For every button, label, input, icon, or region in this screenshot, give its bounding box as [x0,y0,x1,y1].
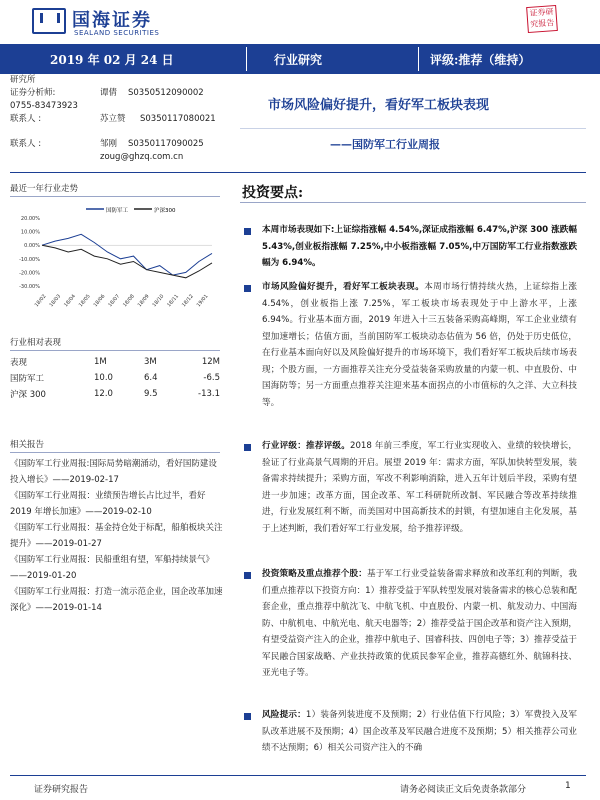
table-row [10,370,220,386]
contact1-cert: S0350117080021 [140,114,216,124]
bullet-icon [244,713,251,720]
x-axis [34,293,210,308]
company-name: 国海证券 [72,10,152,31]
contact2-cert: S0350117090025 [128,139,204,149]
legend-hs300: 沪深300 [154,208,176,214]
related-report-link[interactable]: 《国防军工行业周报：打造一流示范企业，国企改革加速深化》——2019-01-14 [10,587,223,613]
table-cell: 国防军工 [10,374,45,384]
contact2-name: 邹刚 [100,139,118,149]
table-cell: 沪深 300 [10,390,46,400]
x-tick-label: 18/04 [63,293,77,309]
analyst-phone: 0755-83473923 [10,101,78,111]
table-header: 1M [94,357,107,367]
investment-divider [240,202,586,203]
para-lead: 本周市场表现如下: [262,225,335,235]
y-tick-label: -20.00% [19,270,40,277]
y-tick-label: -30.00% [19,284,40,290]
x-tick-label: 18/06 [92,293,107,309]
report-title: 市场风险偏好提升，看好军工板块表现 [268,98,490,113]
institute-label: 研究所 [10,75,36,85]
series-line-hs300 [42,245,212,278]
x-tick-label: 19/01 [195,293,210,309]
y-tick-label: -10.00% [19,256,40,263]
bullet-icon [244,285,251,292]
trend-label: 最近一年行业走势 [10,184,79,194]
report-category: 行业研究 [274,53,323,67]
legend-defense: 国防军工 [106,208,129,214]
table-cell: 9.5 [144,389,158,399]
para-text: 1）装备列装进度不及预期；2）行业估值下行风险；3）军费投入及军队改革进展不及预期；4）国企改革及军民融合进度不及预期；5）相关推荐公司业绩不达预期；6）相关公司资产注入的不确 [262,710,577,753]
table-header-row [10,354,220,370]
table-row [10,386,220,402]
related-report-link[interactable]: 《国防军工行业周报：民船重组有望，军船持续景气》——2019-01-20 [10,555,215,581]
para-text: 本周市场行情持续火热，上证综指上涨 4.54%，创业板指上涨 7.25%，军工板块市场表现处于中上游水平，上涨 6.94%。行业基本面方面，2019 年进入十三五装备采购高峰期，军工企业业绩有望加速增长；估值方面，当前国防军工板块动态估值为 56 倍，仍处于历史低位，在行业基本面向好以及风险偏好提升的市场环境下，我们看好军工板块后续市场表现；个股方面，一方面推荐关注充分受益装备采购放量的内蒙一机、中直股份、中国海防等；另一方面重点推荐关注迎来基本面拐点的小市值标的久之洋、大立科技等。 [262,282,577,408]
market-performance-para [262,222,577,272]
y-tick-label: 0.00% [24,243,40,250]
industry-trend-chart [10,200,220,310]
header-bar [0,44,600,74]
bullet-icon [244,228,251,235]
section-divider [10,172,586,173]
para-lead: 行业评级：推荐评级。 [262,441,350,451]
table-cell: -13.1 [198,389,220,399]
trend-divider [10,196,220,197]
table-cell: 6.4 [144,373,158,383]
contact2-email: zoug@ghzq.com.cn [100,152,184,162]
footer-left: 证券研究报告 [34,785,89,795]
para-lead: 投资策略及重点推荐个股： [262,569,368,579]
table-cell: -6.5 [203,373,220,383]
rating: 评级:推荐（维持） [430,53,531,67]
contact2-label: 联系人 : [10,139,42,149]
x-tick-label: 18/05 [77,293,92,309]
performance-divider [10,350,220,351]
bullet-icon [244,444,251,451]
para-text: 2018 年前三季度，军工行业实现收入、业绩的较快增长，验证了行业高景气周期的开启。展望 2019 年：需求方面，军队加快转型发展，装备需求持续提升；采购方面，军改不利影响消除，进入五年计划后半段，采购有望进一步加速；改革方面，国企改革、军工科研院所改制、军民融合等改革持续推进，行业发展红利不断，而美国对中国高新技术的封锁，有望加速自主化发展，基于上述判断，我们看好军工行业发展，给予推荐评级。 [262,441,577,534]
table-header: 3M [144,357,157,367]
x-tick-label: 18/10 [151,293,166,309]
x-tick-label: 18/12 [180,293,195,309]
y-tick-label: 20.00% [20,216,40,222]
related-list [10,456,225,616]
report-subtitle: ——国防军工行业周报 [330,138,440,151]
related-divider [10,452,220,453]
series-line-defense [42,234,212,275]
footer-divider [10,775,586,776]
footer-right: 请务必阅读正文后免责条款部分 [400,785,527,795]
x-tick-label: 18/08 [122,293,136,309]
x-tick-label: 18/02 [33,293,48,309]
company-logo-icon [32,8,66,34]
title-divider [240,128,586,129]
strategy-para [262,566,577,682]
risk-para [262,707,577,765]
table-header: 表现 [10,358,28,368]
page-number: 1 [565,781,571,791]
x-tick-label: 18/03 [48,293,63,309]
contact1-name: 苏立赞 [100,114,126,124]
table-cell: 12.0 [94,389,113,399]
plot-area [42,234,212,277]
performance-title: 行业相对表现 [10,338,62,348]
header-divider [246,47,247,71]
para-text: 基于军工行业受益装备需求释放和改革红利的判断，我们重点推荐以下投资方向：1）推荐受益于军队转型发展对装备需求的核心总装和配套企业，重点推荐中航沈飞、中航飞机、中直股份、内蒙一机、航发动力、中国海防、中航机电、中航光电、航天电器等；2）推荐受益于国企改革和资产注入预期，有望受益资产注入的企业，推荐中航电子、国睿科技、四创电子等；3）推荐受益于军民融合国家战略、产业扶持政策的优质民参军企业，推荐高德红外、航锦科技、亚光电子等。 [262,569,577,678]
table-header: 12M [201,357,220,367]
para-text: 上证综指涨幅 4.54%,深证成指涨幅 6.47%,沪深 300 涨跌幅 5.43%,创业板指涨幅 7.25%,中小板指涨幅 7.05%,中万国防军工行业指数涨跌幅为 6.94%。 [262,225,577,268]
y-axis [19,216,212,290]
x-tick-label: 18/09 [136,293,151,309]
report-date: 2019 年 02 月 24 日 [50,53,174,67]
company-name-en: SEALAND SECURITIES [74,29,160,37]
related-title: 相关报告 [10,440,45,450]
bullet-icon [244,572,251,579]
chart-legend [86,206,176,214]
analyst-label: 证券分析师: [10,88,56,98]
related-report-link[interactable]: 《国防军工行业周报：基金持仓处于标配，船舶板块关注提升》——2019-01-27 [10,523,223,549]
industry-rating-para [262,438,577,537]
contact1-label: 联系人 : [10,114,42,124]
table-cell: 10.0 [94,373,113,383]
performance-table [10,354,220,402]
report-stamp: 证券研究报告 [526,5,558,33]
para-lead: 市场风险偏好提升，看好军工板块表现。 [262,282,425,292]
risk-appetite-para [262,279,577,411]
related-report-link[interactable]: 《国防军工行业周报：业绩预告增长占比过半，看好 2019 年增长加速》——2019-02-10 [10,491,206,517]
para-lead: 风险提示： [262,710,306,720]
analyst-name: 谭倩 [100,88,118,98]
y-tick-label: 10.00% [20,229,40,236]
x-tick-label: 18/07 [107,293,122,309]
related-report-link[interactable]: 《国防军工行业周报:国际局势暗潮涌动，看好国防建设投入增长》——2019-02-17 [10,459,217,485]
x-tick-label: 18/11 [166,293,181,309]
analyst-cert: S0350512090002 [128,88,204,98]
investment-title: 投资要点: [242,185,304,201]
header-divider [418,47,419,71]
